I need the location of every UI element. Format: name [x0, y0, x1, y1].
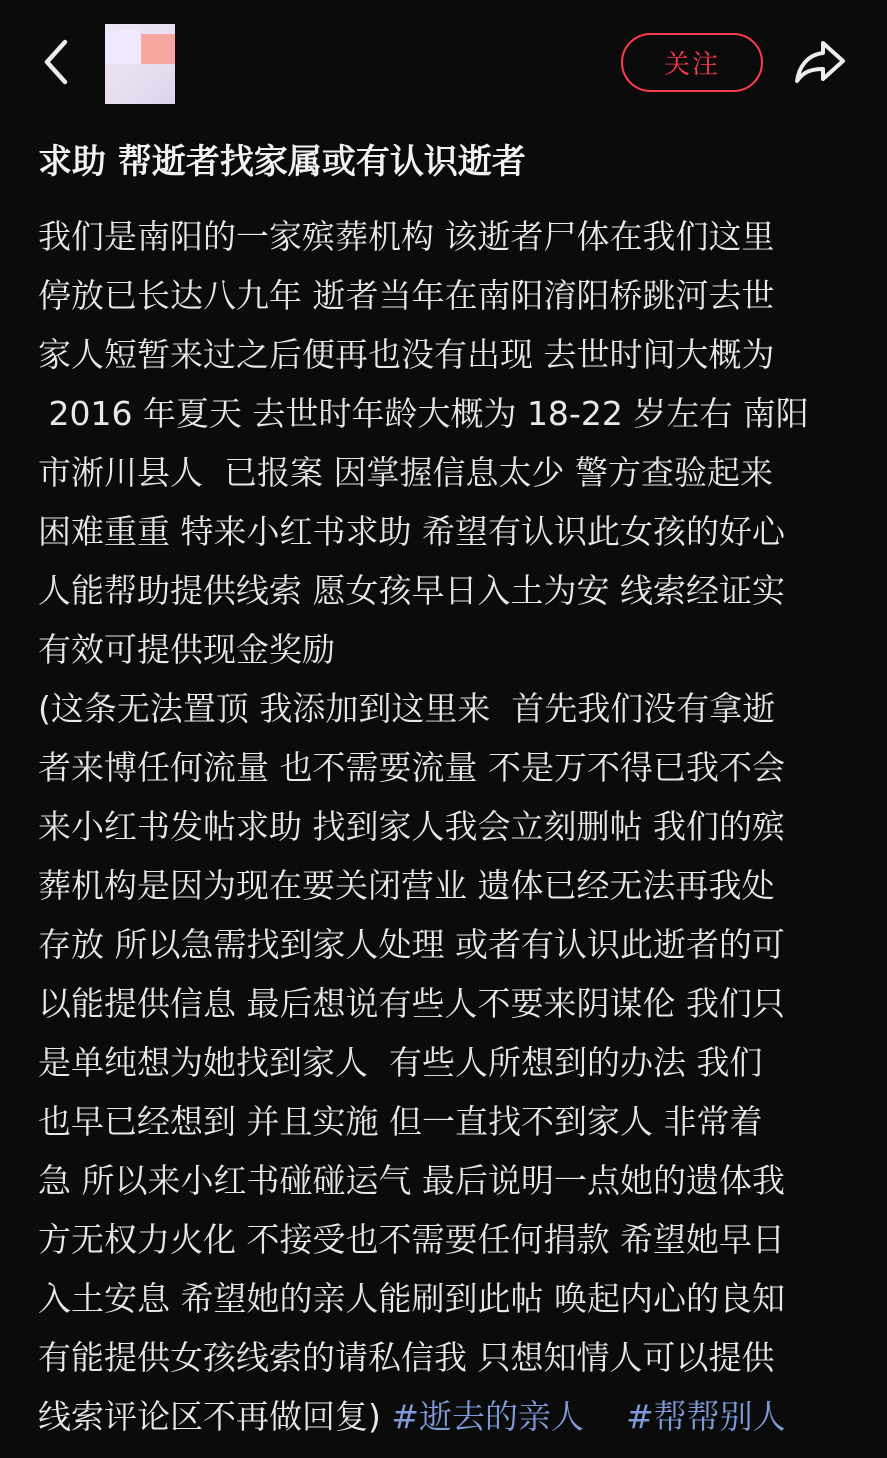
- post-body-line: 人能帮助提供线索 愿女孩早日入土为安 线索经证实: [38, 571, 785, 610]
- post-body: [38, 207, 853, 1446]
- hashtag-spacer: [584, 1397, 626, 1436]
- post-body-line: 来小红书发帖求助 找到家人我会立刻删帖 我们的殡: [38, 807, 785, 846]
- post-body-line: 也早已经想到 并且实施 但一直找不到家人 非常着: [38, 1102, 763, 1141]
- share-arrow-icon: [793, 39, 847, 85]
- post-body-line: 困难重重 特来小红书求助 希望有认识此女孩的好心: [38, 512, 785, 551]
- post-body-line: 2016 年夏天 去世时年龄大概为 18-22 岁左右 南阳: [38, 394, 809, 433]
- post-title: 求助 帮逝者找家属或有认识逝者: [38, 142, 526, 182]
- post-body-line: 家人短暂来过之后便再也没有出现 去世时间大概为: [38, 335, 775, 374]
- hashtag-link[interactable]: #逝去的亲人: [391, 1397, 585, 1436]
- avatar-blur-patch: [105, 30, 141, 64]
- post-body-line: 我们是南阳的一家殡葬机构 该逝者尸体在我们这里: [38, 217, 775, 256]
- post-body-line: 葬机构是因为现在要关闭营业 遗体已经无法再我处: [38, 866, 775, 905]
- post-body-line: 存放 所以急需找到家人处理 或者有认识此逝者的可: [38, 925, 785, 964]
- post-body-line: 市淅川县人 已报案 因掌握信息太少 警方查验起来: [38, 453, 773, 492]
- top-bar: [0, 0, 887, 128]
- avatar-color-patch: [141, 34, 175, 64]
- post-body-line: 急 所以来小红书碰碰运气 最后说明一点她的遗体我: [38, 1161, 785, 1200]
- post-body-line: 入土安息 希望她的亲人能刷到此帖 唤起内心的良知: [38, 1279, 785, 1318]
- post-body-line: 是单纯想为她找到家人 有些人所想到的办法 我们: [38, 1043, 763, 1082]
- post-body-line: 有能提供女孩线索的请私信我 只想知情人可以提供: [38, 1338, 775, 1377]
- post-body-line: 方无权力火化 不接受也不需要任何捐款 希望她早日: [38, 1220, 785, 1259]
- post-body-line: 停放已长达八九年 逝者当年在南阳淯阳桥跳河去世: [38, 276, 775, 315]
- avatar[interactable]: [105, 24, 175, 104]
- back-button[interactable]: [30, 36, 82, 88]
- post-body-line: 有效可提供现金奖励: [38, 630, 335, 669]
- post-body-line: 以能提供信息 最后想说有些人不要来阴谋伦 我们只: [38, 984, 785, 1023]
- post-body-last-line: [38, 1387, 853, 1446]
- follow-button[interactable]: 关注: [621, 33, 763, 92]
- post-body-line: (这条无法置顶 我添加到这里来 首先我们没有拿逝: [38, 689, 776, 728]
- hashtag-link[interactable]: #帮帮别人: [626, 1397, 786, 1436]
- post-body-text: 线索评论区不再做回复): [38, 1397, 392, 1436]
- chevron-left-icon: [39, 38, 73, 86]
- share-button[interactable]: [792, 36, 848, 88]
- post-body-line: 者来博任何流量 也不需要流量 不是万不得已我不会: [38, 748, 785, 787]
